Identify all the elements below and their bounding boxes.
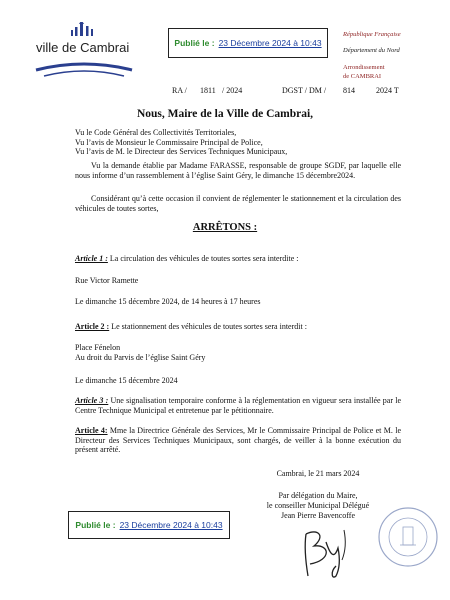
article-1-text: La circulation des véhicules de toutes sortes sera interdite : xyxy=(107,254,299,263)
consideration-list xyxy=(75,128,401,157)
article-2-label: Article 2 : xyxy=(75,322,110,331)
signatory-line-1: Par délégation du Maire, xyxy=(278,491,358,500)
handwritten-signature xyxy=(296,520,366,580)
ref-dgst-label: DGST / DM / xyxy=(282,86,327,95)
arretons-heading: ARRÊTONS : xyxy=(192,222,258,233)
published-date-link[interactable]: 23 Décembre 2024 à 10:43 xyxy=(218,38,322,48)
place-date: Cambrai, le 21 mars 2024 xyxy=(276,469,360,478)
published-label: Publié le : xyxy=(75,520,116,530)
logo-text: ville de Cambrai xyxy=(36,40,130,55)
consideration-item: Vu l’avis de Monsieur le Commissaire Principal de Police, xyxy=(75,137,263,147)
published-stamp-bottom xyxy=(68,511,230,539)
published-label: Publié le : xyxy=(174,38,215,48)
article-3-label: Article 3 : xyxy=(75,396,109,405)
department-label: Département du Nord xyxy=(343,47,400,54)
official-seal xyxy=(376,505,440,569)
article-4 xyxy=(75,426,401,455)
arrondissement-label: Arrondissement xyxy=(343,64,385,71)
published-date-link[interactable]: 23 Décembre 2024 à 10:43 xyxy=(119,520,223,530)
ref-dgst-number: 814 xyxy=(343,86,355,95)
signatory-name: Jean Pierre Bavencoffe xyxy=(280,511,356,520)
ref-ra-number: 1811 xyxy=(200,86,216,95)
article-2 xyxy=(75,322,401,332)
republic-label: République Française xyxy=(343,31,401,38)
signatory-line-2: le conseiller Municipal Délégué xyxy=(266,501,370,510)
considering-paragraph: Considérant qu’à cette occasion il convient de réglementer le stationnement et la circulation des véhicules de toutes sortes, xyxy=(75,194,401,213)
article-1 xyxy=(75,254,401,264)
article-3 xyxy=(75,396,401,415)
article-3-text: Une signalisation temporaire conforme à la réglementation en vigueur sera installée par le Centre Technique Municipal et entretenue par le pétitionnaire. xyxy=(75,396,401,415)
published-stamp-top xyxy=(168,28,328,58)
article-2-place-2: Au droit du Parvis de l’église Saint Géry xyxy=(75,353,206,362)
article-2-text: Le stationnement des véhicules de toutes sortes sera interdit : xyxy=(109,322,307,331)
article-1-street: Rue Victor Ramette xyxy=(75,276,139,285)
ref-ra-year: / 2024 xyxy=(222,86,243,95)
article-4-text: Mme la Directrice Générale des Services, Mr le Commissaire Principal de Police et M. le Directeur des Services Techniques Municipaux, sont chargés, de veiller à la bonne exécution du présent arrêté. xyxy=(75,426,401,455)
article-2-date: Le dimanche 15 décembre 2024 xyxy=(75,376,178,385)
consideration-item: Vu le Code Général des Collectivités Territoriales, xyxy=(75,128,237,137)
ref-dgst-year: 2024 T xyxy=(376,86,399,95)
article-1-label: Article 1 : xyxy=(75,254,108,263)
ref-ra-label: RA / xyxy=(172,86,187,95)
article-1-date: Le dimanche 15 décembre 2024, de 14 heures à 17 heures xyxy=(75,297,261,306)
request-paragraph: Vu la demande établie par Madame FARASSE, responsable de groupe SGDF, par laquelle elle nous informe d’un rassemblement à l’église Saint Géry, le dimanche 15 décembre2024. xyxy=(75,161,401,180)
decree-title: Nous, Maire de la Ville de Cambrai, xyxy=(136,108,314,120)
article-4-label: Article 4: xyxy=(75,426,108,435)
arrondissement-name: de CAMBRAI xyxy=(343,73,382,80)
consideration-item: Vu l’avis de M. le Directeur des Services Techniques Municipaux, xyxy=(75,147,288,157)
article-2-place-1: Place Fénelon xyxy=(75,343,121,352)
